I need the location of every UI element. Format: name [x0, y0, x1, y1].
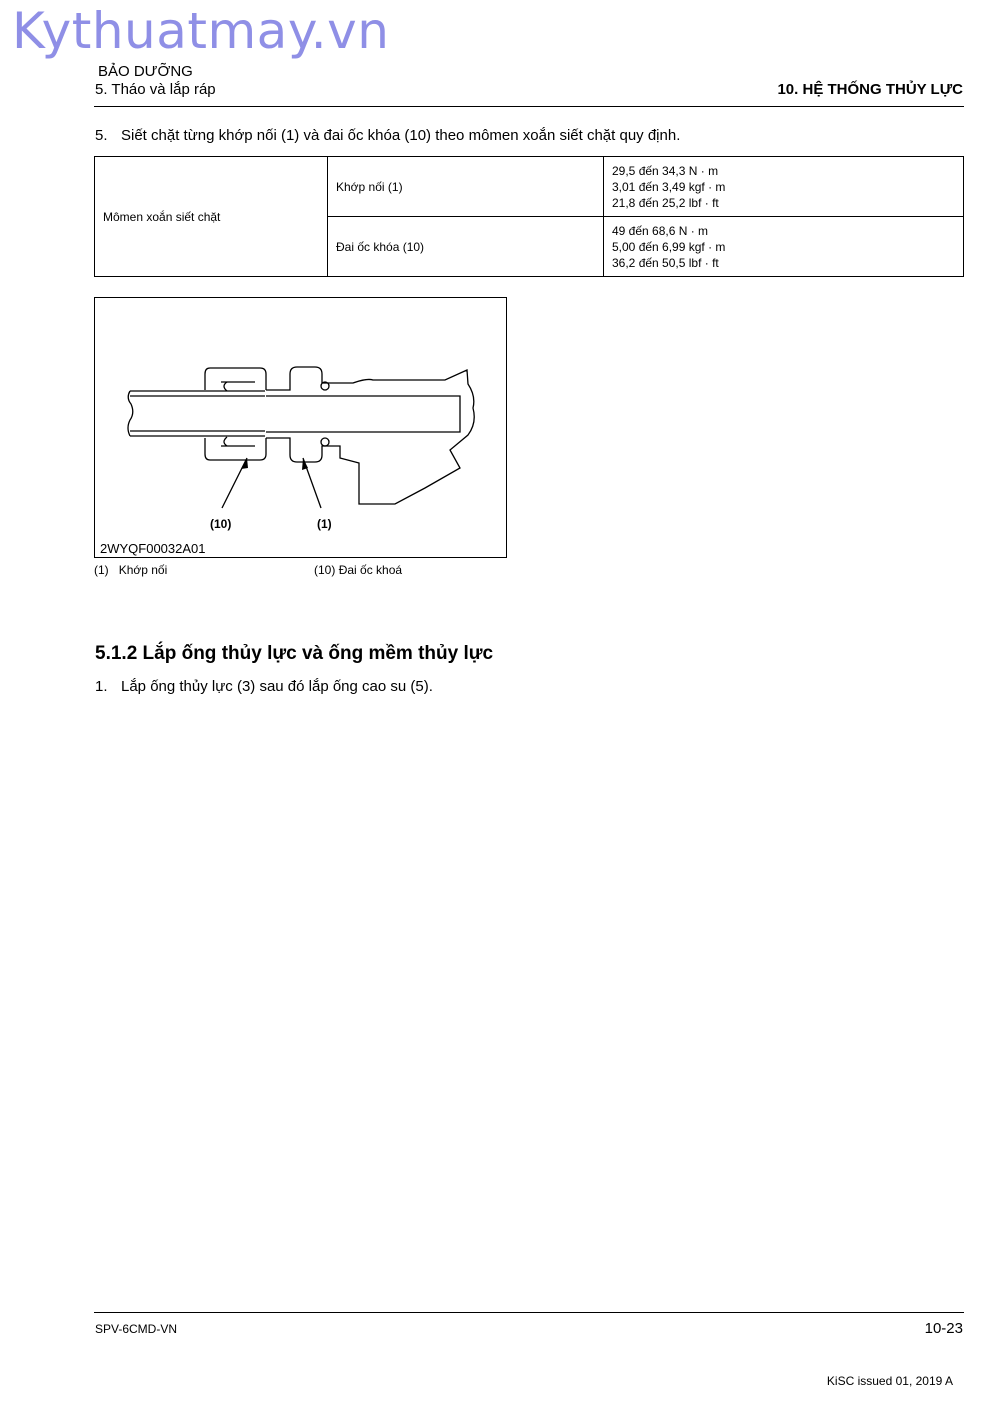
section-title: 5.1.2 Lắp ống thủy lực và ống mềm thủy lực: [95, 643, 494, 664]
part-lock-nut: Đai ốc khóa (10): [328, 217, 604, 277]
footer-rule: [94, 1312, 964, 1313]
fitting-drawing: [95, 298, 506, 557]
value-line: 49 đến 68,6 N · m: [612, 224, 709, 238]
value-line: 3,01 đến 3,49 kgf · m: [612, 180, 726, 194]
coupling-bore: [266, 396, 460, 432]
callout-1: (1): [317, 517, 332, 531]
step-1-text: Lắp ống thủy lực (3) sau đó lắp ống cao su (5).: [121, 678, 433, 695]
footer-page-number: 10-23: [924, 1320, 963, 1337]
value-coupling: [604, 157, 964, 217]
legend-text: Đai ốc khoá: [338, 563, 403, 577]
torque-table: [94, 156, 964, 277]
fitting-figure: [94, 297, 507, 558]
header-chapter: 10. HỆ THỐNG THỦY LỰC: [777, 81, 963, 98]
coupling-outline: [266, 367, 474, 504]
table-row: [95, 157, 964, 217]
arrow-1: [302, 458, 308, 470]
value-line: 29,5 đến 34,3 N · m: [612, 164, 719, 178]
step-1-number: 1.: [95, 678, 108, 695]
header-section: BẢO DƯỠNG: [98, 63, 193, 80]
value-line: 21,8 đến 25,2 lbf · ft: [612, 196, 719, 210]
part-coupling: Khớp nối (1): [328, 157, 604, 217]
o-ring-bottom: [321, 438, 329, 446]
torque-label: Mômen xoắn siết chặt: [95, 157, 328, 277]
pipe-outline: [130, 391, 265, 436]
footer-issued: KiSC issued 01, 2019 A: [826, 1374, 953, 1388]
value-line: 5,00 đến 6,99 kgf · m: [612, 240, 726, 254]
step-1: [95, 678, 433, 695]
legend-text: Khớp nối: [118, 563, 168, 577]
callout-10: (10): [210, 517, 232, 531]
step-5-text: Siết chặt từng khớp nối (1) và đai ốc khóa (10) theo mômen xoắn siết chặt quy định.: [121, 127, 681, 144]
step-5-number: 5.: [95, 127, 108, 144]
watermark-logo: Kythuatmay.vn: [12, 2, 390, 60]
value-lock-nut: [604, 217, 964, 277]
header-rule: [94, 106, 964, 107]
pipe-break: [128, 391, 133, 436]
figure-code: 2WYQF00032A01: [100, 541, 206, 556]
legend-item-1: [94, 563, 167, 577]
legend-num: (1): [94, 563, 109, 577]
footer-doc-code: SPV-6CMD-VN: [95, 1322, 178, 1336]
legend-item-10: [314, 563, 402, 577]
step-5: [95, 127, 680, 144]
legend-num: (10): [314, 563, 336, 577]
header-subsection: 5. Tháo và lắp ráp: [95, 81, 216, 98]
value-line: 36,2 đến 50,5 lbf · ft: [612, 256, 719, 270]
